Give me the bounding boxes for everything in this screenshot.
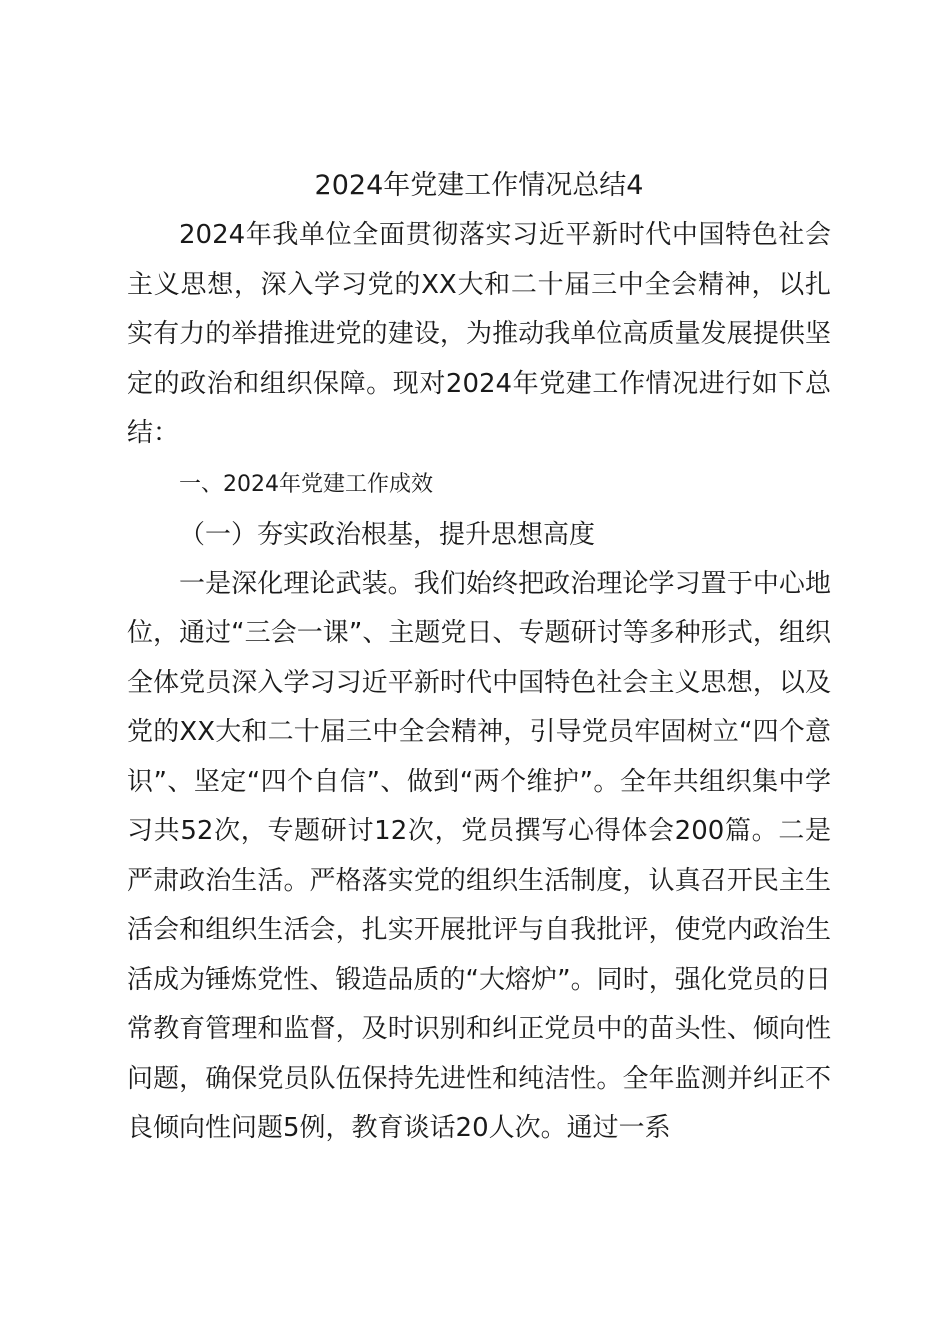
body-paragraph: 一是深化理论武装。我们始终把政治理论学习置于中心地位，通过“三会一课”、主题党日、专题研讨等多种形式，组织全体党员深入学习习近平新时代中国特色社会主义思想，以及党的XX大和二十届三中全会精神，引导党员牢固树立“四个意识”、坚定“四个自信”、做到“两个维护”。全年共组织集中学习共52次，专题研讨12次，党员撰写心得体会200篇。二是严肃政治生活。严格落实党的组织生活制度，认真召开民主生活会和组织生活会，扎实开展批评与自我批评，使党内政治生活成为锤炼党性、锻造品质的“大熔炉”。同时，强化党员的日常教育管理和监督，及时识别和纠正党员中的苗头性、倾向性问题，确保党员队伍保持先进性和纯洁性。全年监测并纠正不良倾向性问题5例，教育谈话20人次。通过一系 bbox=[127, 568, 831, 1143]
intro-paragraph: 2024年我单位全面贯彻落实习近平新时代中国特色社会主义思想，深入学习党的XX大和二十届三中全会精神，以扎实有力的举措推进党的建设，为推动我单位高质量发展提供坚定的政治和组织保障。现对2024年党建工作情况进行如下总结： bbox=[127, 220, 831, 448]
section-heading: 一、2024年党建工作成效 bbox=[179, 471, 433, 497]
document-body bbox=[127, 161, 831, 1154]
document-title: 2024年党建工作情况总结4 bbox=[314, 170, 644, 201]
subsection-heading: （一）夯实政治根基，提升思想高度 bbox=[179, 519, 596, 550]
